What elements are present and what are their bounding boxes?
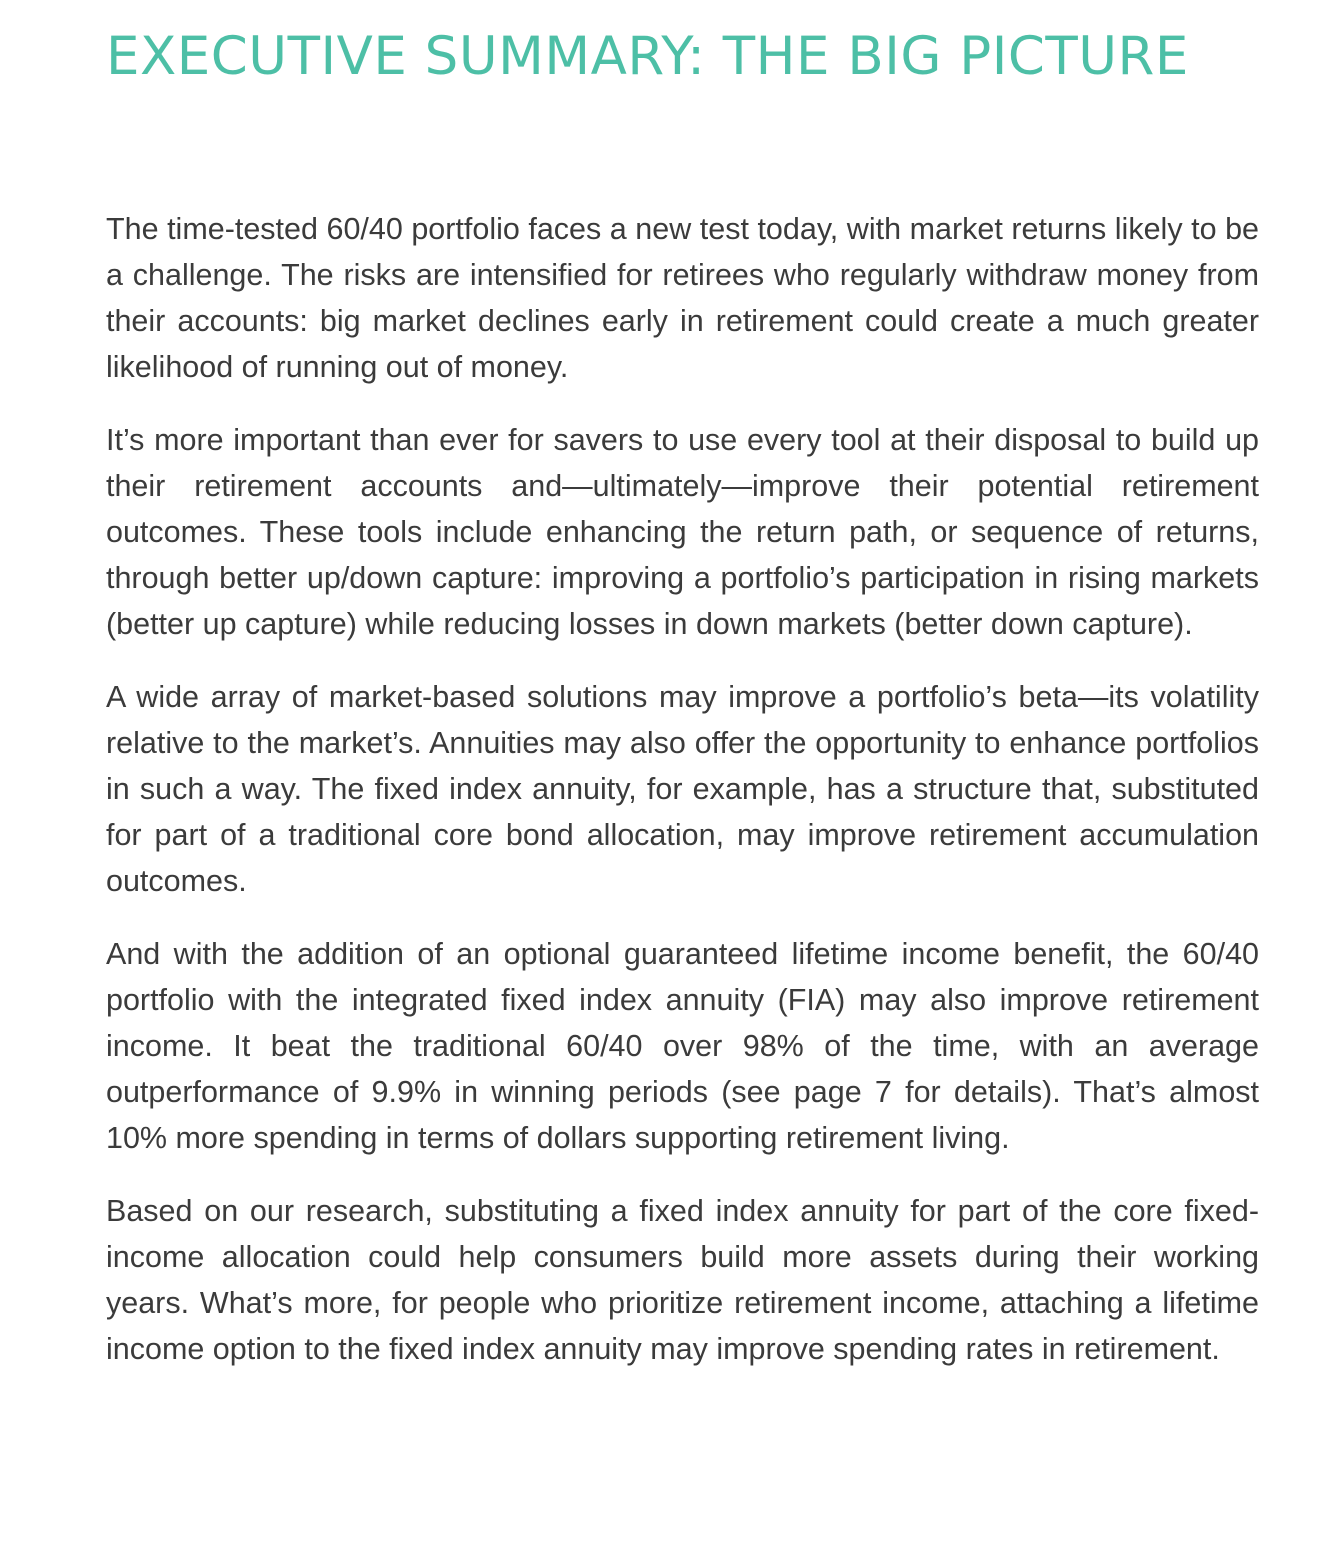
body-text [106,206,1259,1399]
paragraph-4: And with the addition of an optional guaranteed lifetime income benefit, the 60/40 portfolio with the integrated fixed index annuity (FIA) may also improve retirement income. It beat the traditional 60/40 over 98% of the time, with an average outperformance of 9.9% in winning periods (see page 7 for details). That’s almost 10% more spending in terms of dollars supporting retirement living. [106,937,1259,1155]
page-title: EXECUTIVE SUMMARY: THE BIG PICTURE [106,26,1189,87]
paragraph-5: Based on our research, substituting a fixed index annuity for part of the core fixed-income allocation could help consumers build more assets during their working years. What’s more, for people who prioritize retirement income, attaching a lifetime income option to the fixed index annuity may improve spending rates in retirement. [106,1194,1259,1366]
paragraph-1: The time-tested 60/40 portfolio faces a new test today, with market returns likely to be a challenge. The risks are intensified for retirees who regularly withdraw money from their accounts: big market declines early in retirement could create a much greater likelihood of running out of money. [106,212,1259,384]
paragraph-3: A wide array of market-based solutions may improve a portfolio’s beta—its volatility relative to the market’s. Annuities may also offer the opportunity to enhance portfolios in such a way. The fixed index annuity, for example, has a structure that, substituted for part of a traditional core bond allocation, may improve retirement accumulation outcomes. [106,680,1259,898]
paragraph-2: It’s more important than ever for savers to use every tool at their disposal to build up their retirement accounts and—ultimately—improve their potential retirement outcomes. These tools include enhancing the return path, or sequence of returns, through better up/down capture: improving a portfolio’s participation in rising markets (better up capture) while reducing losses in down markets (better down capture). [106,423,1259,641]
document-page [106,0,1259,1366]
